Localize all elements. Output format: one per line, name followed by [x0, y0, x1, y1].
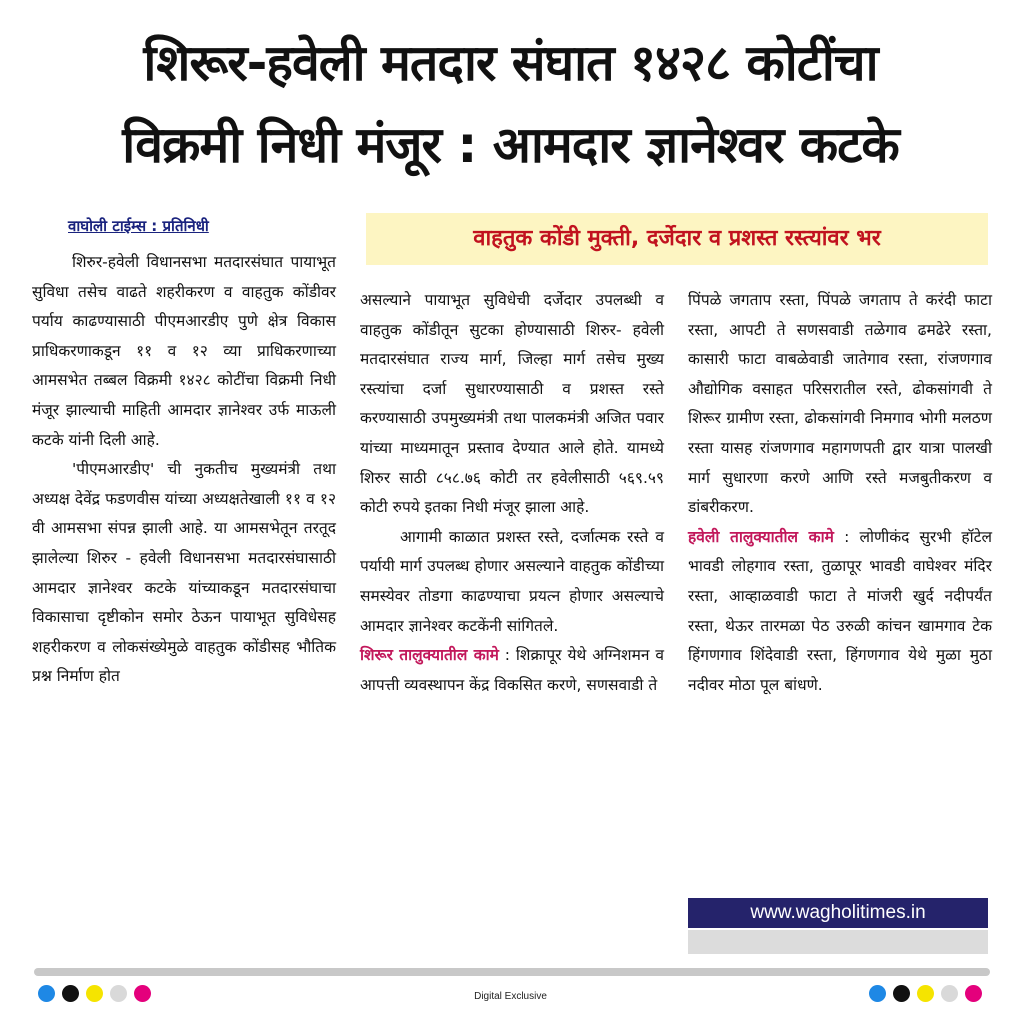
column2-section [360, 641, 664, 700]
haveli-works-text: : लोणीकंद सुरभी हॉटेल भावडी लोहगाव रस्ता, तुळापूर भावडी वाघेश्वर मंदिर रस्ता, आव्हाळवाडी फाटा ते मांजरी खुर्द नदीपर्यंत रस्ता, थेऊर तारमळा पेठ उरुळी कांचन खामगाव टेक हिंगणगाव शिंदेवाडी रस्ता, हिंगणगाव येथे मुळा मुठा नदीवर मोठा पूल बांधणे. [688, 527, 992, 694]
column1-paragraph-1: शिरुर-हवेली विधानसभा मतदारसंघात पायाभूत सुविधा तसेच वाढते शहरीकरण व वाहतुक कोंडीवर पर्याय काढण्यासाठी पीएमआरडीए पुणे क्षेत्र विकास प्राधिकरणाकडून ११ व १२ व्या प्राधिकरणाच्या आमसभेत तब्बल विक्रमी १४२८ कोटींचा विक्रमी निधी मंजूर झाल्याची माहिती आमदार ज्ञानेश्वर उर्फ माऊली कटके यांनी दिली आहे. [32, 253, 336, 449]
article-column-1 [32, 248, 336, 692]
column2-paragraph-1: असल्याने पायाभूत सुविधेची दर्जेदार उपलब्धी व वाहतुक कोंडीतून सुटका होण्यासाठी शिरुर- हवेली मतदारसंघात राज्य मार्ग, जिल्हा मार्ग तसेच मुख्य रस्त्यांचा दर्जा सुधारण्यासाठी व प्रशस्त रस्ते करण्यासाठी उपमुख्यमंत्री तथा पालकमंत्री अजित पवार यांच्या माध्यमातून प्रस्ताव देण्यात आले होते. यामध्ये शिरुर साठी ८५८.७६ कोटी तर हवेलीसाठी ५६९.५९ कोटी रुपये इतका निधी मंजूर झाला आहे. [360, 291, 664, 517]
column3-section [688, 523, 992, 701]
registration-dots-right [869, 985, 982, 1002]
article-column-3 [688, 286, 992, 700]
registration-dot [917, 985, 934, 1002]
registration-dot [941, 985, 958, 1002]
haveli-works-heading: हवेली तालुक्यातील कामे [688, 527, 834, 546]
registration-dot [893, 985, 910, 1002]
grey-strip [688, 930, 988, 954]
column3-paragraph-1: पिंपळे जगताप रस्ता, पिंपळे जगताप ते करंदी फाटा रस्ता, आपटी ते सणसवाडी तळेगाव ढमढेरे रस्ता, कासारी फाटा वाबळेवाडी जातेगाव रस्ता, रांजणगाव औद्योगिक वसाहत परिसरातील रस्ते, ढोकसांगवी ते शिरूर ग्रामीण रस्ता, ढोकसांगवी निमगाव भोगी मलठण रस्ता यासह रांजणगाव महागणपती द्वार यात्रा पालखी मार्ग सुधारणा करणे आणि रस्ते मजबुतीकरण व डांबरीकरण. [688, 291, 992, 517]
website-link[interactable]: www.wagholitimes.in [688, 898, 988, 928]
subheadline-box [366, 213, 988, 265]
headline-line-1: शिरूर-हवेली मतदार संघात १४२८ कोटींचा [143, 34, 878, 92]
column1-paragraph-2: 'पीएमआरडीए' ची नुकतीच मुख्यमंत्री तथा अध्यक्ष देवेंद्र फडणवीस यांच्या अध्यक्षतेखाली ११ व १२ वी आमसभा संपन्न झाली आहे. या आमसभेतून तरतूद झालेल्या शिरुर - हवेली विधानसभा मतदारसंघासाठी आमदार ज्ञानेश्वर कटके यांच्याकडून मतदारसंघाचा विकासाचा दृष्टीकोन समोर ठेऊन पायाभूत सुविधेसह शहरीकरण व लोकसंख्येमुळे वाहतुक कोंडीसह भौतिक प्रश्न निर्माण होत [32, 460, 336, 686]
registration-dot [869, 985, 886, 1002]
column2-paragraph-2: आगामी काळात प्रशस्त रस्ते, दर्जात्मक रस्ते व पर्यायी मार्ग उपलब्ध होणार असल्याने वाहतुक कोंडीच्या समस्येवर तोडगा काढण्याचा प्रयत्न होणार असल्याचे आमदार ज्ञानेश्वर कटकेंनी सांगितले. [360, 527, 664, 635]
shirur-works-text: : शिक्रापूर येथे अग्निशमन व आपत्ती व्यवस्थापन केंद्र विकसित करणे, सणसवाडी ते [360, 646, 664, 694]
footer-divider [34, 968, 990, 976]
footer-label: Digital Exclusive [474, 991, 547, 1002]
subheadline: वाहतुक कोंडी मुक्ती, दर्जेदार व प्रशस्त रस्त्यांवर भर [473, 226, 881, 251]
registration-dot [965, 985, 982, 1002]
headline-line-2: विक्रमी निधी मंजूर : आमदार ज्ञानेश्वर कटके [122, 116, 899, 174]
article-column-2 [360, 286, 664, 700]
shirur-works-heading: शिरूर तालुक्यातील कामे [360, 646, 499, 665]
byline: वाघोली टाईम्स : प्रतिनिधी [68, 217, 209, 235]
